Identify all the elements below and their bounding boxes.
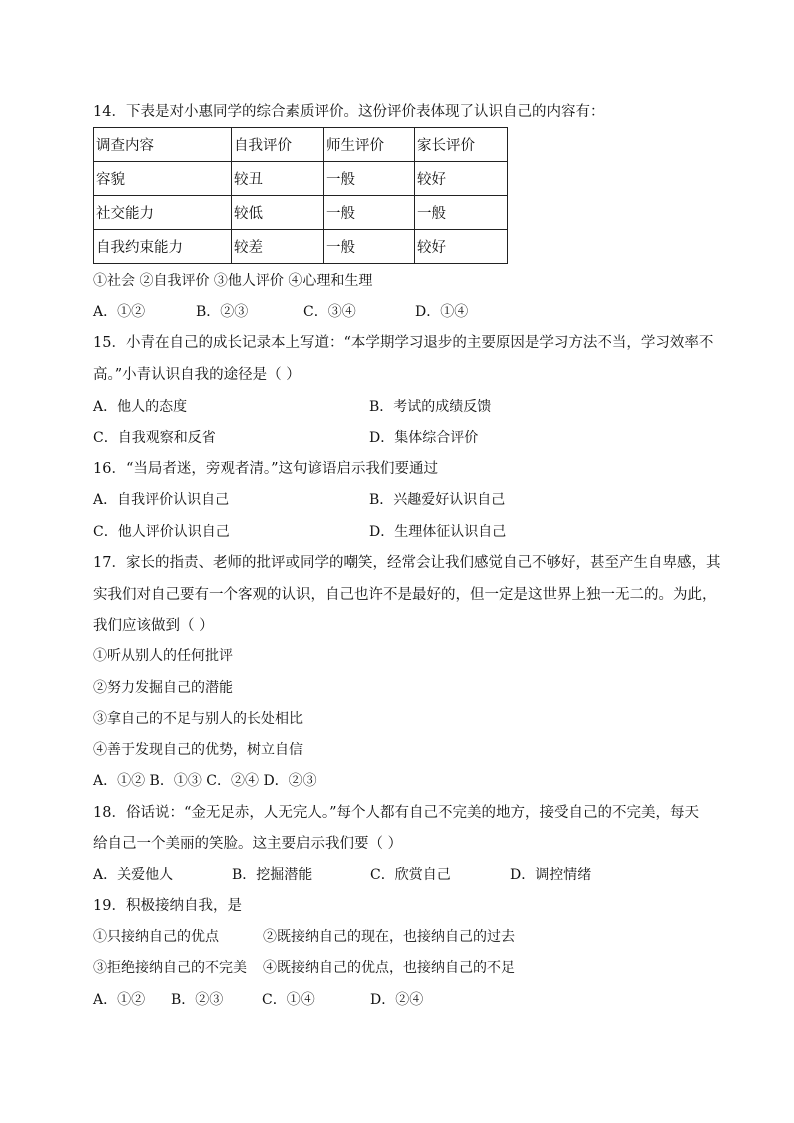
q16-option-c: C．他人评价认识自己 — [93, 524, 230, 540]
q15-stem-line2: 高。”小青认识自我的途径是（ ） — [93, 367, 301, 383]
q15-option-d: D．集体综合评价 — [369, 430, 479, 446]
q14-option-b: B．②③ — [196, 304, 249, 320]
evaluation-table — [93, 127, 508, 264]
q19-choice-3: ③拒绝接纳自己的不完美 — [93, 960, 247, 976]
q14-option-c: C．③④ — [303, 304, 356, 320]
q16-option-b: B．兴趣爱好认识自己 — [369, 492, 506, 508]
q16-option-a: A．自我评价认识自己 — [93, 492, 230, 508]
q19-option-c: C．①④ — [262, 992, 315, 1008]
table-cell: 较丑 — [232, 162, 324, 196]
table-cell: 社交能力 — [94, 196, 232, 230]
table-header-cell: 自我评价 — [232, 128, 324, 162]
q17-options: A．①② B．①③ C．②④ D．②③ — [93, 773, 317, 789]
q15-option-a: A．他人的态度 — [93, 399, 188, 415]
q14-option-a: A．①② — [93, 304, 146, 320]
table-row — [94, 196, 508, 230]
table-cell: 容貌 — [94, 162, 232, 196]
table-cell: 较差 — [232, 230, 324, 264]
q15-stem-line1: 15．小青在自己的成长记录本上写道：“本学期学习退步的主要原因是学习方法不当，学习效率不 — [93, 335, 714, 351]
q17-choice-4: ④善于发现自己的优势，树立自信 — [93, 742, 303, 758]
table-cell: 自我约束能力 — [94, 230, 232, 264]
table-cell: 较好 — [415, 162, 508, 196]
q17-choice-2: ②努力发掘自己的潜能 — [93, 680, 233, 696]
q19-option-b: B．②③ — [171, 992, 224, 1008]
table-row — [94, 230, 508, 264]
table-cell: 一般 — [324, 162, 415, 196]
table-header-cell: 师生评价 — [324, 128, 415, 162]
q19-choice-4: ④既接纳自己的优点，也接纳自己的不足 — [263, 960, 515, 976]
q14-stem: 14．下表是对小惠同学的综合素质评价。这份评价表体现了认识自己的内容有： — [93, 104, 605, 120]
table-cell: 较低 — [232, 196, 324, 230]
q19-choice-2: ②既接纳自己的现在，也接纳自己的过去 — [263, 929, 515, 945]
q17-stem-line2: 实我们对自己要有一个客观的认识，自己也许不是最好的，但一定是这世界上独一无二的。为此， — [93, 587, 717, 603]
q16-option-d: D．生理体征认识自己 — [369, 524, 507, 540]
q17-stem-line3: 我们应该做到（ ） — [93, 618, 214, 634]
table-cell: 一般 — [415, 196, 508, 230]
q18-option-a: A．关爱他人 — [93, 867, 174, 883]
q19-choice-1: ①只接纳自己的优点 — [93, 929, 219, 945]
q15-option-c: C．自我观察和反省 — [93, 430, 216, 446]
q18-stem-line2: 给自己一个美丽的笑脸。这主要启示我们要（ ） — [93, 836, 403, 852]
q18-option-c: C．欣赏自己 — [370, 867, 451, 883]
q15-option-b: B．考试的成绩反馈 — [369, 399, 492, 415]
table-header-cell: 调查内容 — [94, 128, 232, 162]
table-cell: 一般 — [324, 196, 415, 230]
q14-choices: ①社会 ②自我评价 ③他人评价 ④心理和生理 — [93, 273, 373, 289]
table-header-cell: 家长评价 — [415, 128, 508, 162]
q16-stem: 16．“当局者迷，旁观者清。”这句谚语启示我们要通过 — [93, 461, 439, 477]
table-header-row — [94, 128, 508, 162]
q14-option-d: D．①④ — [415, 304, 469, 320]
q17-choice-3: ③拿自己的不足与别人的长处相比 — [93, 711, 303, 727]
q18-option-d: D．调控情绪 — [510, 867, 592, 883]
q17-stem-line1: 17．家长的指责、老师的批评或同学的嘲笑，经常会让我们感觉自己不够好，甚至产生自卑感，其 — [93, 555, 721, 571]
table-cell: 一般 — [324, 230, 415, 264]
table-cell: 较好 — [415, 230, 508, 264]
q19-option-a: A．①② — [93, 992, 146, 1008]
q19-option-d: D．②④ — [370, 992, 424, 1008]
table-row — [94, 162, 508, 196]
q18-option-b: B．挖掘潜能 — [232, 867, 313, 883]
q17-choice-1: ①听从别人的任何批评 — [93, 648, 233, 664]
q19-stem: 19．积极接纳自我，是 — [93, 898, 242, 914]
q18-stem-line1: 18．俗话说：“金无足赤，人无完人。”每个人都有自己不完美的地方，接受自己的不完美，每天 — [93, 805, 700, 821]
